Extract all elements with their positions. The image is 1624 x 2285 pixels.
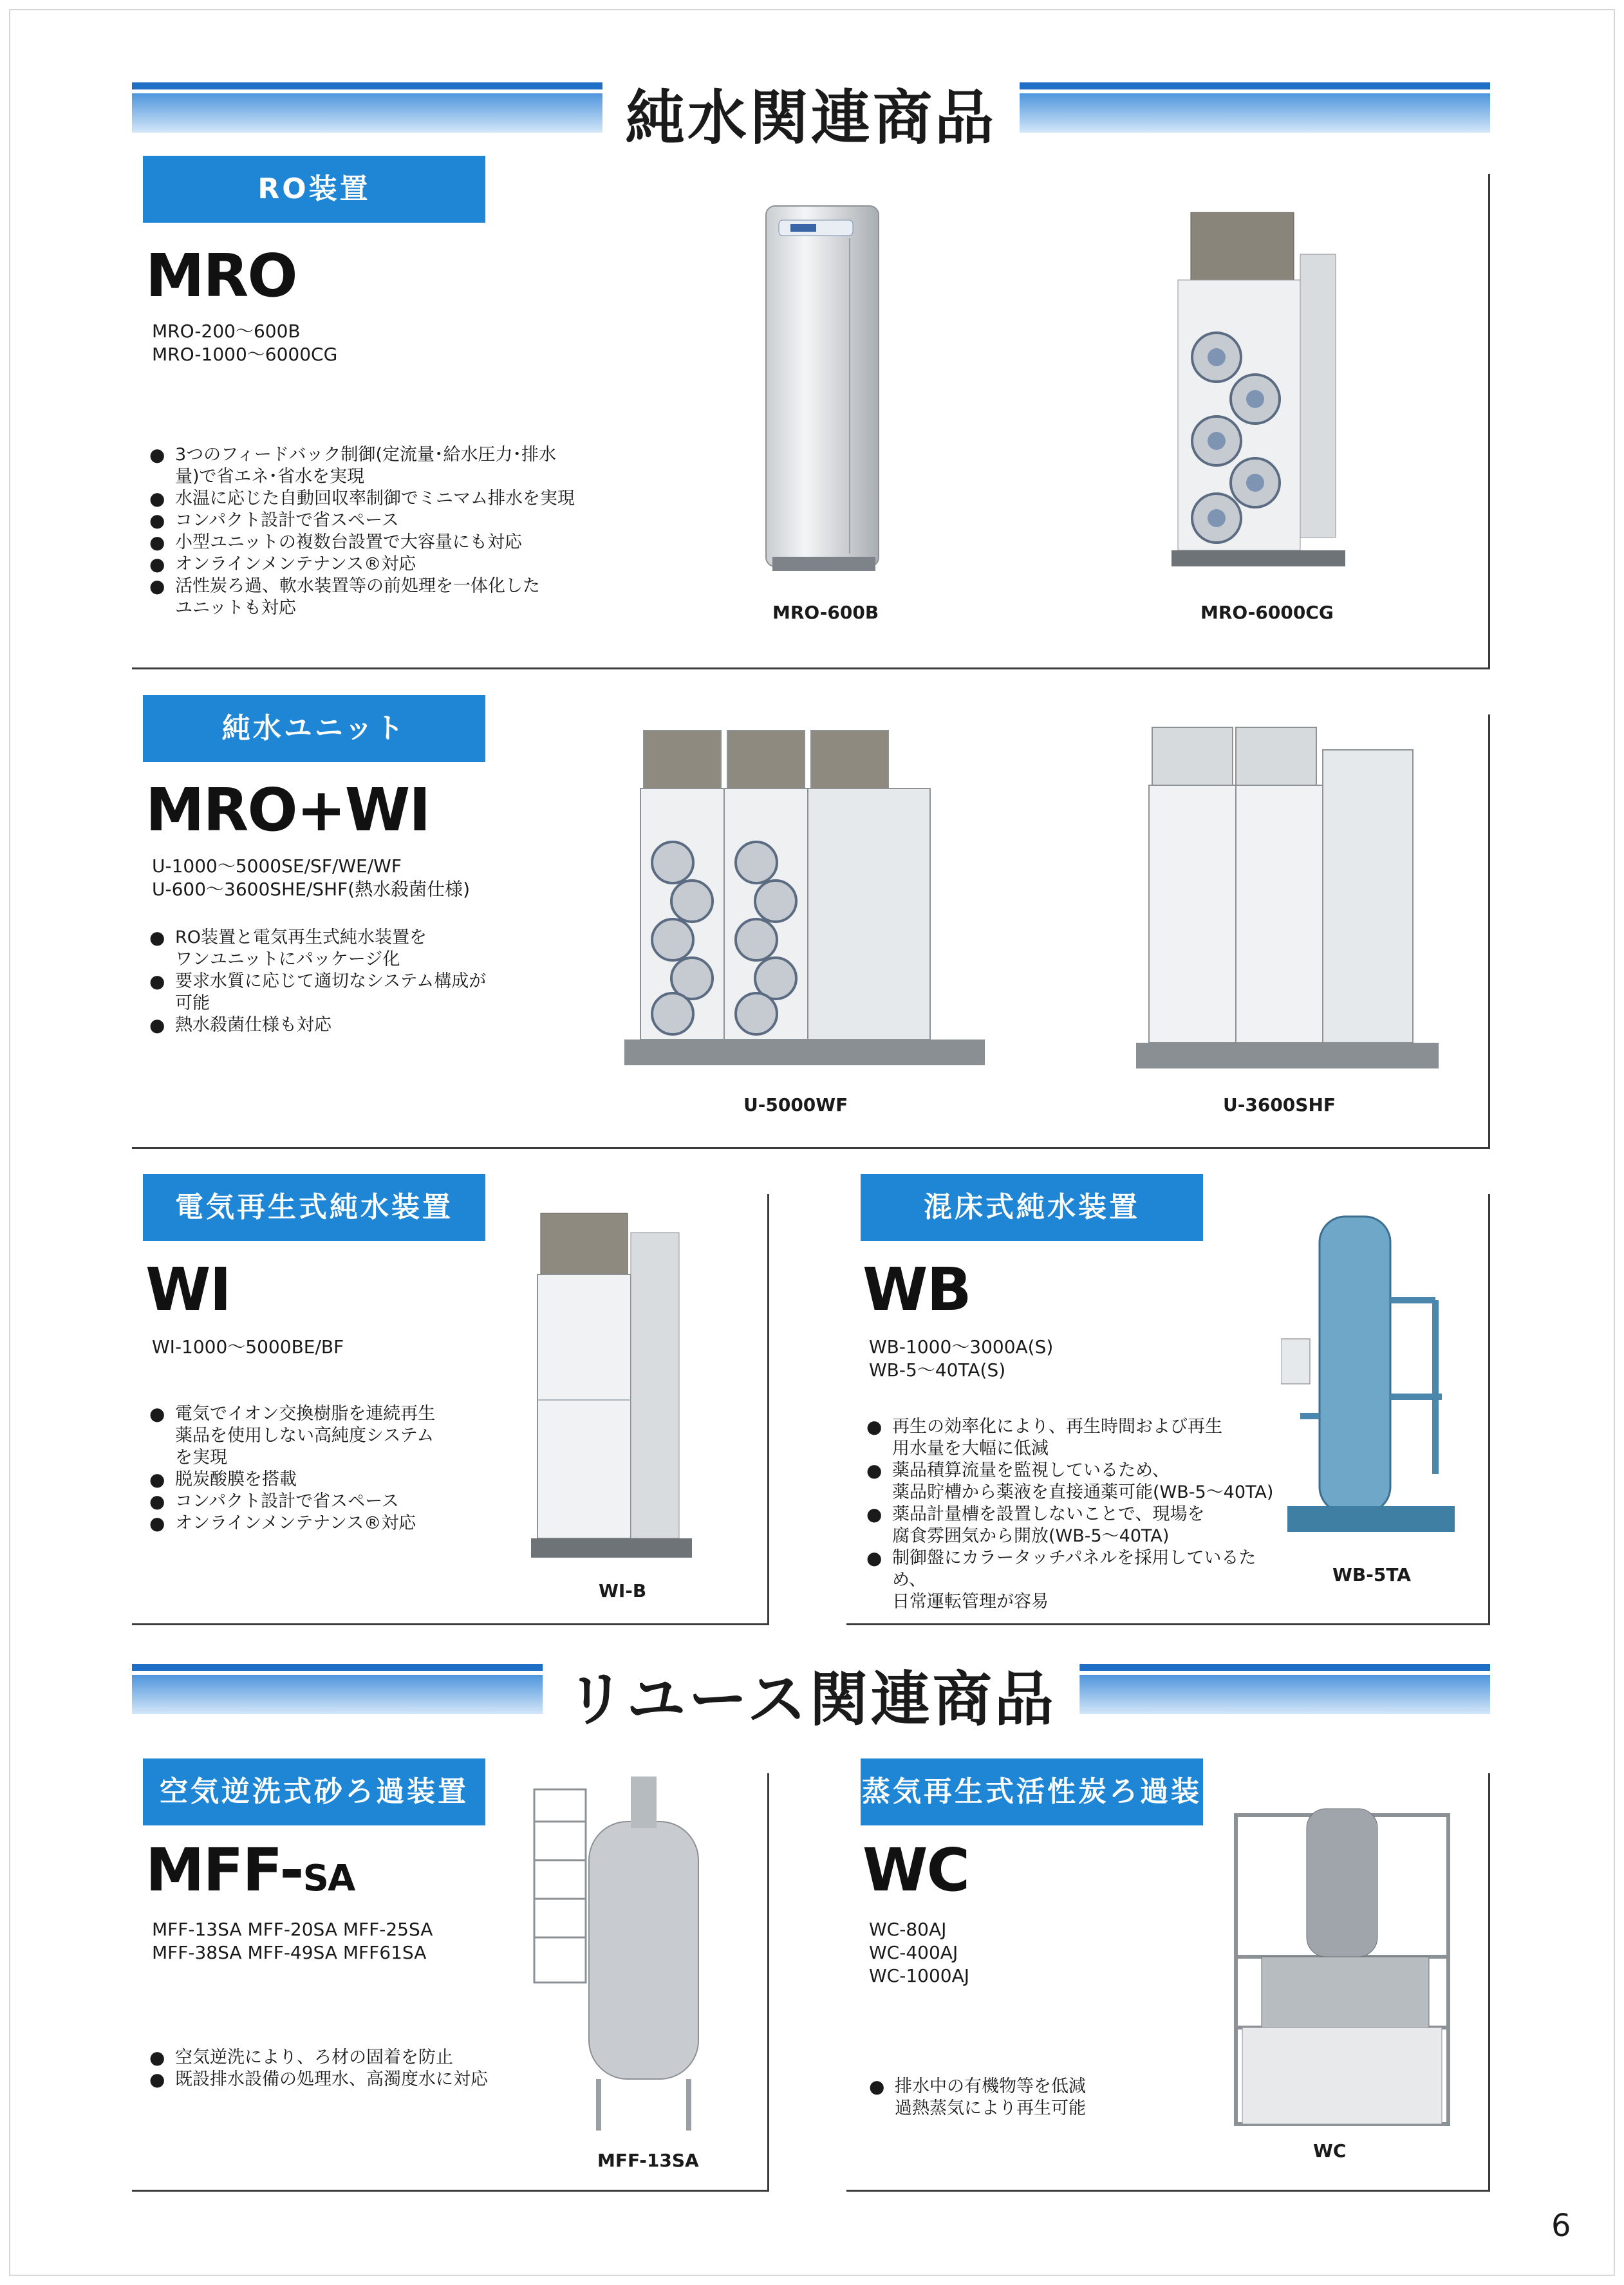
list-item: ● オンラインメンテナンス®対応: [149, 1513, 510, 1534]
caption: WC: [1313, 2140, 1347, 2161]
list-item: ● 空気逆洗により、ろ材の固着を防止: [149, 2047, 561, 2069]
wc-image: [1223, 1796, 1461, 2137]
wi-model: WI: [145, 1255, 230, 1324]
spec-line: MRO-200～600B: [152, 321, 301, 342]
list-item: ● 排水中の有機物等を低減 過熱蒸気により再生可能: [869, 2076, 1281, 2120]
spec-line: MFF-13SA MFF-20SA MFF-25SA: [152, 1919, 433, 1940]
mff-badge: 空気逆洗式砂ろ過装置: [143, 1758, 485, 1825]
wc-bullets: [869, 2076, 1281, 2120]
list-item: ● 既設排水設備の処理水、高濁度水に対応: [149, 2069, 561, 2091]
list-item: ● 制御盤にカラータッチパネルを採用しているため、 日常運転管理が容易: [866, 1547, 1278, 1613]
wb-5ta-image: [1281, 1204, 1474, 1551]
caption: MRO-6000CG: [1200, 602, 1334, 623]
list-item: ● 小型ユニットの複数台設置で大容量にも対応: [149, 532, 626, 554]
mff-model: MFF-SA: [145, 1836, 355, 1905]
mff-13sa-image: [528, 1770, 734, 2143]
spec-line: WC-400AJ: [869, 1942, 958, 1963]
mro-600b-image: [753, 193, 901, 579]
section-header-pure-water: [132, 76, 1490, 153]
list-item: ● 薬品積算流量を監視しているため、 薬品貯槽から薬液を直接通薬可能(WB-5～40TA): [866, 1460, 1278, 1504]
section-title: リユース関連商品: [543, 1652, 1079, 1737]
list-item: ● 要求水質に応じて適切なシステム構成が 可能: [149, 971, 536, 1014]
unit-bullets: [149, 927, 536, 1036]
unit-badge: 純水ユニット: [143, 695, 485, 762]
ro-model: MRO: [145, 241, 297, 310]
spec-line: WC-80AJ: [869, 1919, 947, 1940]
spec-line: MRO-1000～6000CG: [152, 344, 338, 365]
unit-specs: [152, 855, 470, 901]
mff-bullets: [149, 2047, 561, 2091]
wi-bullets: [149, 1403, 510, 1534]
spec-line: WC-1000AJ: [869, 1965, 970, 1986]
list-item: ● 再生の効率化により、再生時間および再生 用水量を大幅に低減: [866, 1416, 1278, 1460]
list-item: ● 脱炭酸膜を搭載: [149, 1469, 510, 1491]
wb-badge: 混床式純水装置: [861, 1174, 1203, 1241]
list-item: ● 電気でイオン交換樹脂を連続再生 薬品を使用しない高純度システム を実現: [149, 1403, 510, 1469]
mff-specs: [152, 1918, 433, 1964]
page-number: 6: [1551, 2208, 1571, 2244]
caption: WI-B: [599, 1580, 647, 1601]
wb-specs: [869, 1336, 1053, 1382]
list-item: ● オンラインメンテナンス®対応: [149, 554, 626, 575]
mro-6000cg-image: [1146, 193, 1377, 579]
wi-b-image: [531, 1207, 724, 1574]
ro-badge: RO装置: [143, 156, 485, 223]
wc-specs: [869, 1918, 969, 1988]
caption: U-5000WF: [743, 1094, 848, 1115]
spec-line: U-1000～5000SE/SF/WE/WF: [152, 855, 402, 877]
ro-specs: [152, 320, 337, 366]
caption: WB-5TA: [1332, 1564, 1411, 1585]
spec-line: WB-5～40TA(S): [869, 1359, 1006, 1381]
wc-model: WC: [863, 1836, 969, 1905]
list-item: ● 活性炭ろ過、軟水装置等の前処理を一体化した ユニットも対応: [149, 575, 626, 619]
ro-bullets: [149, 444, 626, 619]
list-item: ● コンパクト設計で省スペース: [149, 1491, 510, 1513]
wb-bullets: [866, 1416, 1278, 1613]
spec-line: U-600～3600SHE/SHF(熱水殺菌仕様): [152, 879, 471, 900]
section-title: 純水関連商品: [602, 71, 1020, 156]
wb-model: WB: [863, 1255, 971, 1324]
spec-line: MFF-38SA MFF-49SA MFF61SA: [152, 1942, 427, 1963]
spec-line: WI-1000～5000BE/BF: [152, 1336, 344, 1357]
caption: MFF-13SA: [597, 2150, 699, 2171]
unit-model: MRO+WI: [145, 776, 430, 844]
u-3600shf-image: [1133, 718, 1448, 1085]
caption: MRO-600B: [772, 602, 879, 623]
spec-line: WB-1000～3000A(S): [869, 1336, 1054, 1357]
wi-specs: [152, 1336, 344, 1359]
list-item: ● RO装置と電気再生式純水装置を ワンユニットにパッケージ化: [149, 927, 536, 971]
list-item: ● 薬品計量槽を設置しないことで、現場を 腐食雰囲気から開放(WB-5～40TA): [866, 1504, 1278, 1547]
u-5000wf-image: [618, 718, 1017, 1085]
wi-badge: 電気再生式純水装置: [143, 1174, 485, 1241]
caption: U-3600SHF: [1223, 1094, 1336, 1115]
list-item: ● 水温に応じた自動回収率制御でミニマム排水を実現: [149, 488, 626, 510]
list-item: ● 熱水殺菌仕様も対応: [149, 1014, 536, 1036]
list-item: ● コンパクト設計で省スペース: [149, 510, 626, 532]
wc-badge: 蒸気再生式活性炭ろ過装置: [861, 1758, 1203, 1825]
list-item: ● 3つのフィードバック制御(定流量･給水圧力･排水 量)で省エネ･省水を実現: [149, 444, 626, 488]
section-header-reuse: [132, 1657, 1490, 1734]
